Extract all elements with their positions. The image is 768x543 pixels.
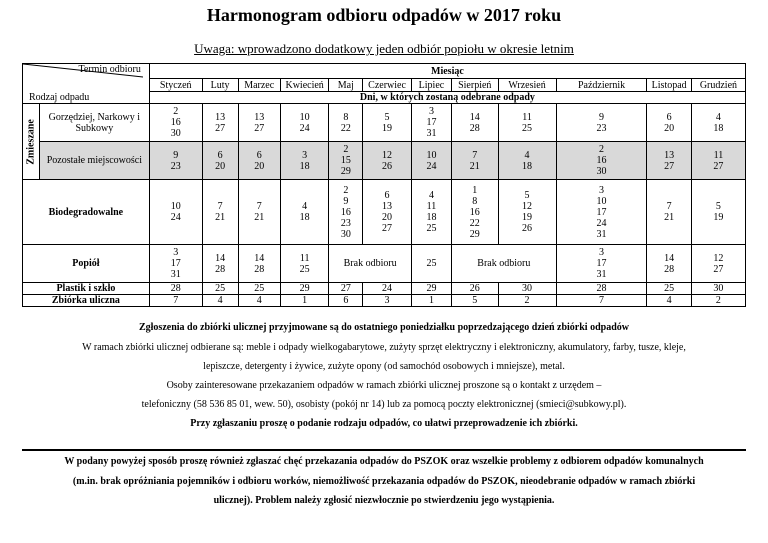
schedule-cell: 12 27 [691, 245, 745, 283]
schedule-cell: 9 23 [556, 104, 647, 142]
schedule-cell: 3 17 31 [556, 245, 647, 283]
month-header: Styczeń [149, 79, 202, 92]
schedule-cell: 2 16 30 [149, 104, 202, 142]
month-header: Listopad [647, 79, 691, 92]
no-collection-cell: Brak odbioru [452, 245, 557, 283]
info-line-7: W podany powyżej sposób proszę również zgłaszać chęć przekazania odpadów do PSZOK oraz wszelkie problemy z odbiorem odpadów komunalnych [64, 456, 704, 467]
schedule-cell: 29 [280, 283, 329, 295]
schedule-cell: 13 27 [238, 104, 280, 142]
schedule-cell: 2 [691, 295, 745, 307]
month-header: Kwiecień [280, 79, 329, 92]
schedule-cell: 5 19 [363, 104, 412, 142]
schedule-cell: 3 17 31 [149, 245, 202, 283]
month-header: Czerwiec [363, 79, 412, 92]
schedule-cell: 8 22 [329, 104, 363, 142]
info-line-6: Przy zgłaszaniu proszę o podanie rodzaju odpadów, co ułatwi przeprowadzenie ich zbiórki. [190, 418, 578, 429]
schedule-cell: 11 25 [280, 245, 329, 283]
document-subtitle: Uwaga: wprowadzono dodatkowy jeden odbiór popiołu w okresie letnim [194, 41, 574, 56]
corner-label-rodzaj: Rodzaj odpadu [29, 92, 90, 103]
schedule-cell: 14 28 [647, 245, 691, 283]
row-label-gorzedziej: Gorzędziej, Narkowy i Subkowy [39, 104, 149, 142]
schedule-cell: 6 20 [202, 142, 238, 180]
no-collection-cell: Brak odbioru [329, 245, 411, 283]
zmieszane-label-cell [23, 104, 40, 180]
schedule-cell: 1 8 16 22 29 [452, 180, 498, 245]
info-line-8: (m.in. brak opróżniania pojemników i odbioru worków, niemożliwość przekazania odpadów do PSZOK, nieodebranie odpadów w ramach zbiórki [72, 476, 696, 487]
schedule-cell: 29 [411, 283, 451, 295]
schedule-cell: 7 21 [238, 180, 280, 245]
schedule-cell: 6 20 [238, 142, 280, 180]
month-header: Październik [556, 79, 647, 92]
schedule-cell: 3 10 17 24 31 [556, 180, 647, 245]
schedule-cell: 2 15 29 [329, 142, 363, 180]
schedule-cell: 30 [498, 283, 556, 295]
schedule-cell: 4 11 18 25 [411, 180, 451, 245]
schedule-cell: 4 18 [691, 104, 745, 142]
row-label-zbiorka: Zbiórka uliczna [23, 295, 150, 307]
schedule-cell: 3 17 31 [411, 104, 451, 142]
schedule-cell: 4 18 [280, 180, 329, 245]
month-header: Lipiec [411, 79, 451, 92]
schedule-cell: 26 [452, 283, 498, 295]
schedule-cell: 30 [691, 283, 745, 295]
schedule-cell: 4 [202, 295, 238, 307]
schedule-cell: 14 28 [202, 245, 238, 283]
schedule-cell: 25 [411, 245, 451, 283]
schedule-cell: 12 26 [363, 142, 412, 180]
days-subheader: Dni, w których zostaną odebrane odpady [149, 92, 745, 104]
schedule-cell: 13 27 [202, 104, 238, 142]
schedule-cell: 2 9 16 23 30 [329, 180, 363, 245]
table-corner-header [23, 64, 150, 104]
schedule-cell: 27 [329, 283, 363, 295]
divider-line [22, 449, 746, 451]
schedule-cell: 11 27 [691, 142, 745, 180]
schedule-cell: 1 [411, 295, 451, 307]
row-label-plastik: Plastik i szkło [23, 283, 150, 295]
month-header: Maj [329, 79, 363, 92]
schedule-cell: 11 25 [498, 104, 556, 142]
schedule-cell: 25 [202, 283, 238, 295]
corner-label-termin: Termin odbioru [78, 64, 141, 75]
schedule-cell: 2 [498, 295, 556, 307]
schedule-cell: 5 [452, 295, 498, 307]
info-line-1: Zgłoszenia do zbiórki ulicznej przyjmowane są do ostatniego poniedziałku poprzedzającego dzień zbiórki odpadów [138, 322, 629, 333]
schedule-cell: 13 27 [647, 142, 691, 180]
info-line-3: lepiszcze, detergenty i żywice, zużyte opony (od samochód osobowych i mniejsze), metal. [203, 361, 565, 372]
schedule-cell: 6 13 20 27 [363, 180, 412, 245]
schedule-cell: 4 18 [498, 142, 556, 180]
schedule-cell: 7 21 [202, 180, 238, 245]
schedule-cell: 7 21 [647, 180, 691, 245]
schedule-cell: 5 19 [691, 180, 745, 245]
schedule-cell: 25 [238, 283, 280, 295]
schedule-cell: 6 20 [647, 104, 691, 142]
schedule-cell: 3 18 [280, 142, 329, 180]
info-line-4: Osoby zainteresowane przekazaniem odpadów w ramach zbiórki ulicznej proszone są o kontakt z urzędem – [166, 380, 602, 391]
month-group-header: Miesiąc [149, 64, 745, 79]
schedule-cell: 7 [149, 295, 202, 307]
schedule-cell: 3 [363, 295, 412, 307]
schedule-cell: 24 [363, 283, 412, 295]
info-line-2: W ramach zbiórki ulicznej odbierane są: meble i odpady wielkogabarytowe, zużyty sprzęt elektryczny i elektroniczny, akumulatory, farby, tusze, kleje, [82, 342, 686, 353]
schedule-cell: 4 [238, 295, 280, 307]
schedule-cell: 28 [556, 283, 647, 295]
schedule-cell: 6 [329, 295, 363, 307]
schedule-cell: 14 28 [452, 104, 498, 142]
schedule-cell: 2 16 30 [556, 142, 647, 180]
schedule-cell: 10 24 [280, 104, 329, 142]
schedule-cell: 25 [647, 283, 691, 295]
schedule-cell: 28 [149, 283, 202, 295]
info-line-9: ulicznej). Problem należy zgłosić niezwłocznie po stwierdzeniu jego wystąpienia. [213, 495, 555, 506]
schedule-cell: 1 [280, 295, 329, 307]
row-label-biodegradowalne: Biodegradowalne [23, 180, 150, 245]
schedule-cell: 10 24 [411, 142, 451, 180]
info-line-5: telefoniczny (58 536 85 01, wew. 50), osobisty (pokój nr 14) lub za pomocą poczty elektronicznej (smieci@subkowy.pl). [141, 399, 627, 410]
schedule-cell: 9 23 [149, 142, 202, 180]
schedule-cell: 4 [647, 295, 691, 307]
month-header: Sierpień [452, 79, 498, 92]
row-label-pozostale: Pozostałe miejscowości [39, 142, 149, 180]
month-header: Wrzesień [498, 79, 556, 92]
schedule-cell: 14 28 [238, 245, 280, 283]
schedule-table [22, 63, 746, 307]
schedule-cell: 7 [556, 295, 647, 307]
document-title: Harmonogram odbioru odpadów w 2017 roku [206, 5, 562, 25]
month-header: Marzec [238, 79, 280, 92]
row-label-popiol: Popiół [23, 245, 150, 283]
zmieszane-label: Zmieszane [25, 118, 37, 165]
schedule-cell: 5 12 19 26 [498, 180, 556, 245]
month-header: Luty [202, 79, 238, 92]
schedule-cell: 10 24 [149, 180, 202, 245]
month-header: Grudzień [691, 79, 745, 92]
schedule-cell: 7 21 [452, 142, 498, 180]
